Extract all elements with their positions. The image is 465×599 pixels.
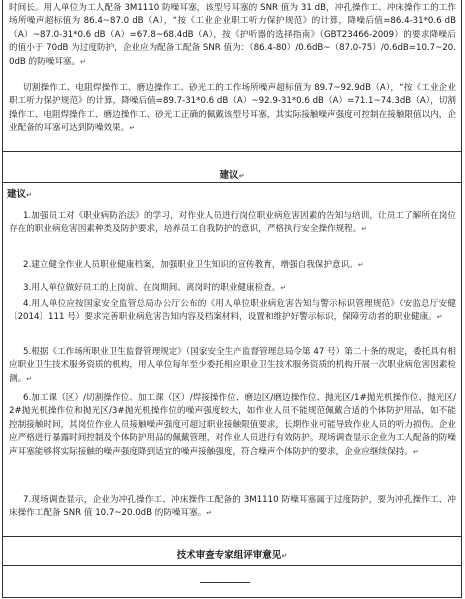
table-rule — [3, 536, 461, 537]
document-page — [2, 0, 462, 598]
table-bottom-rule — [3, 597, 461, 598]
table-rule — [3, 182, 461, 183]
paragraph-earplug-analysis-2: 切割操作工、电阻焊操作工、磨边操作工、砂光工的工作场所噪声超标值为 89.7~92.9dB（A），“按《工业企业职工听力保护规范》的计算，降噪后值=89.7-31*0.6 dB（A）~92.9-31*0.6 dB（A）=71.1~74.3dB（A），切割操作工、电阻焊操作工、磨边操作工、砂光工正确的佩戴该型号耳塞，其实际接触噪声强度可控制在接触限值以内，企业配备的耳塞可达到防噪效果。↵ — [9, 83, 456, 134]
footer-rule — [200, 582, 250, 583]
suggestion-item-1: 1.加强员工对《职业病防治法》的学习，对作业人员进行岗位职业病危害因素的告知与培训，让员工了解所在岗位存在的职业病危害因素种类及防护要求，培养员工自我防护的意识，严格执行安全操作规程。↵ — [9, 211, 456, 235]
suggestion-item-3: 3.用人单位做好员工的上岗前、在岗期间、离岗时的职业健康检查。↵ — [23, 283, 287, 293]
suggestion-label: 建议↵ — [7, 189, 32, 200]
suggestion-item-7: 7.现场调查显示，企业为冲孔操作工、冲床操作工配备的 3M1110 防噪耳塞属于过度防护，要为冲孔操作工、冲床操作工配备 SNR 值 10.7~20.0dB 的防噪耳塞。↵ — [9, 495, 456, 519]
suggestion-item-6: 6.加工课（区）/切割操作位、加工课（区）/焊接操作位、磨边区/磨边操作位、抛光区/1#抛光机操作位、抛光区/2#抛光机操作位和抛光区/3#抛光机操作位的噪声强度较大，如作业人员不能规范佩戴合适的个体防护用品，如不能控制接触时间，其岗位作业人员接触噪声强度可超过职业接触限值要求，长期作业可能导致作业人员的听力损伤。企业应严格进行暴露时间控制及个体防护用品的佩戴管理，对作业人员进行有效防护。现场调查显示企业为工人配备的防噪声耳塞能够将实际接触的噪声强度降到适宜的噪声接触强度，符合噪声个体防护的要求，企业应继续保持。↵ — [9, 393, 456, 457]
suggestion-item-5: 5.根据《工作场所职业卫生监督管理规定》（国家安全生产监督管理总局令第 47 号）第二十条的规定，委托具有相应职业卫生技术服务资质的机构，用人单位每年至少委托相应职业卫生技术服务资质的机构开展一次职业病危害因素检测。↵ — [9, 347, 456, 384]
suggestion-item-2: 2.建立健全作业人员职业健康档案，加强职业卫生知识的宣传教育，增强自我保护意识。↵ — [23, 260, 364, 270]
paragraph-earplug-analysis-1: 时间长。用人单位为工人配备 3M1110 防噪耳塞，该型号耳塞的 SNR 值为 31 dB，冲孔操作工、冲床操作工的工作场所噪声超标值为 86.4~87.0 dB（A），“按《工业企业职工听力保护规范》的计算，降噪后值=86.4-31*0.6 dB（A）~87.0-31*0.6 dB（A）=67.8~68.4dB（A），按《护听器的选择指南》（GBT23466-2009）的要求降噪后的值小于 70dB 为过度防护，企业应为配备工配备 SNR 值为：（86.4-80）/0.6dB~（87.0-75）/0.6dB=10.7~20.0dB 的防噪耳塞。↵ — [9, 3, 456, 67]
table-rule — [3, 151, 461, 152]
suggestion-section-header: 建议↵ — [219, 170, 245, 181]
expert-review-header: 技术审查专家组评审意见↵ — [176, 550, 288, 561]
table-rule — [3, 565, 461, 566]
suggestion-item-4: 4.用人单位应按国家安全监管总局办公厅公布的《用人单位职业病危害告知与警示标识管理规范》（安监总厅安健〔2014〕111 号）要求完善职业病危害告知内容及档案材料，设置和维护好警示标识，保障劳动者的职业健康。↵ — [9, 299, 456, 323]
paragraph-mark: ↵ — [80, 57, 86, 66]
paragraph-mark: ↵ — [129, 124, 136, 133]
